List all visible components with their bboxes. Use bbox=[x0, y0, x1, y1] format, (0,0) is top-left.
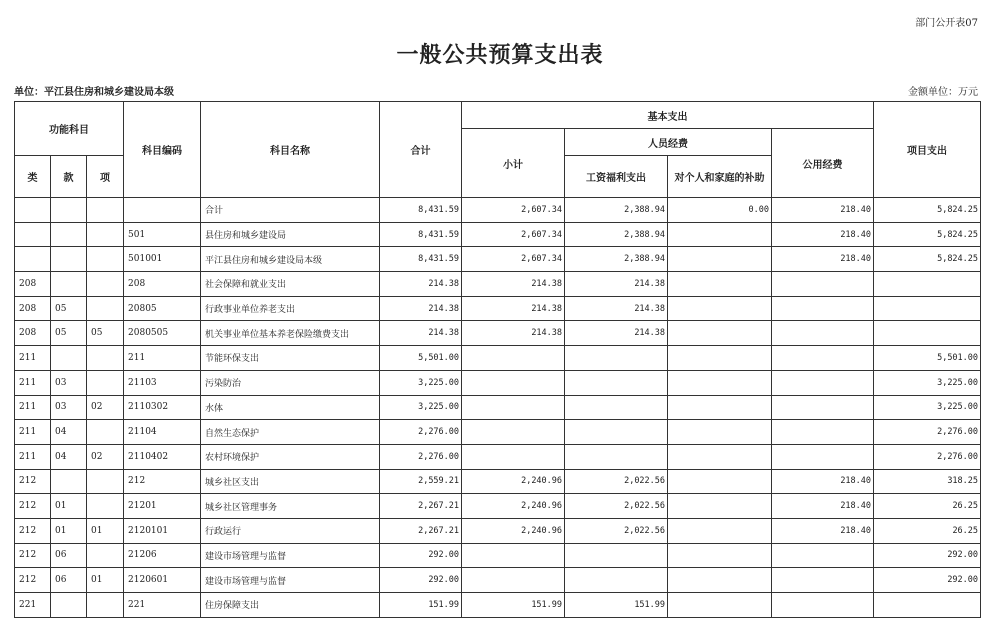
cell-code: 221 bbox=[124, 593, 201, 618]
cell-name: 水体 bbox=[201, 395, 380, 420]
cell-kuan: 05 bbox=[51, 296, 87, 321]
cell-kuan bbox=[51, 346, 87, 371]
cell-code: 501001 bbox=[124, 247, 201, 272]
cell-public: 218.40 bbox=[772, 247, 874, 272]
cell-subsidy bbox=[668, 395, 772, 420]
cell-project bbox=[874, 321, 981, 346]
cell-total: 2,559.21 bbox=[380, 469, 462, 494]
cell-project: 26.25 bbox=[874, 494, 981, 519]
cell-project: 292.00 bbox=[874, 543, 981, 568]
cell-wage bbox=[565, 370, 668, 395]
cell-wage bbox=[565, 543, 668, 568]
cell-xiang bbox=[87, 593, 124, 618]
cell-subtotal: 2,240.96 bbox=[462, 518, 565, 543]
cell-project: 5,824.25 bbox=[874, 247, 981, 272]
cell-name: 自然生态保护 bbox=[201, 420, 380, 445]
table-row bbox=[15, 518, 981, 543]
cell-xiang bbox=[87, 420, 124, 445]
cell-total: 214.38 bbox=[380, 321, 462, 346]
cell-kuan bbox=[51, 593, 87, 618]
cell-total: 8,431.59 bbox=[380, 222, 462, 247]
cell-wage: 2,022.56 bbox=[565, 518, 668, 543]
cell-xiang bbox=[87, 247, 124, 272]
cell-project: 2,276.00 bbox=[874, 444, 981, 469]
cell-total: 2,267.21 bbox=[380, 494, 462, 519]
cell-total: 3,225.00 bbox=[380, 395, 462, 420]
cell-name: 住房保障支出 bbox=[201, 593, 380, 618]
cell-xiang bbox=[87, 346, 124, 371]
cell-code: 208 bbox=[124, 272, 201, 297]
cell-xiang: 05 bbox=[87, 321, 124, 346]
cell-project: 5,501.00 bbox=[874, 346, 981, 371]
cell-class: 211 bbox=[15, 346, 51, 371]
cell-code: 21104 bbox=[124, 420, 201, 445]
cell-public bbox=[772, 543, 874, 568]
cell-xiang bbox=[87, 198, 124, 223]
cell-project: 2,276.00 bbox=[874, 420, 981, 445]
cell-subsidy bbox=[668, 543, 772, 568]
cell-total: 8,431.59 bbox=[380, 247, 462, 272]
cell-xiang bbox=[87, 296, 124, 321]
table-row bbox=[15, 593, 981, 618]
cell-name: 行政事业单位养老支出 bbox=[201, 296, 380, 321]
header-project: 项目支出 bbox=[874, 102, 981, 198]
cell-name: 节能环保支出 bbox=[201, 346, 380, 371]
cell-wage bbox=[565, 444, 668, 469]
cell-code: 21103 bbox=[124, 370, 201, 395]
cell-total: 5,501.00 bbox=[380, 346, 462, 371]
cell-project bbox=[874, 272, 981, 297]
cell-code: 2080505 bbox=[124, 321, 201, 346]
cell-name: 建设市场管理与监督 bbox=[201, 568, 380, 593]
cell-class: 211 bbox=[15, 444, 51, 469]
table-row bbox=[15, 272, 981, 297]
cell-subtotal: 2,607.34 bbox=[462, 198, 565, 223]
table-row bbox=[15, 222, 981, 247]
cell-project bbox=[874, 593, 981, 618]
table-row bbox=[15, 543, 981, 568]
cell-wage bbox=[565, 568, 668, 593]
cell-code: 212 bbox=[124, 469, 201, 494]
header-cls: 类 bbox=[15, 156, 51, 198]
header-subtotal: 小计 bbox=[462, 129, 565, 198]
cell-code: 20805 bbox=[124, 296, 201, 321]
cell-project: 5,824.25 bbox=[874, 222, 981, 247]
table-row bbox=[15, 296, 981, 321]
header-func: 功能科目 bbox=[15, 102, 124, 156]
cell-public bbox=[772, 395, 874, 420]
cell-total: 292.00 bbox=[380, 568, 462, 593]
cell-public bbox=[772, 593, 874, 618]
cell-class: 212 bbox=[15, 494, 51, 519]
header-name: 科目名称 bbox=[201, 102, 380, 198]
cell-kuan: 05 bbox=[51, 321, 87, 346]
cell-public: 218.40 bbox=[772, 198, 874, 223]
cell-xiang: 02 bbox=[87, 444, 124, 469]
table-row bbox=[15, 444, 981, 469]
cell-name: 农村环境保护 bbox=[201, 444, 380, 469]
cell-wage: 2,388.94 bbox=[565, 222, 668, 247]
table-row bbox=[15, 321, 981, 346]
cell-wage: 2,022.56 bbox=[565, 494, 668, 519]
header-wage: 工资福利支出 bbox=[565, 156, 668, 198]
cell-xiang: 01 bbox=[87, 518, 124, 543]
cell-code bbox=[124, 198, 201, 223]
cell-kuan: 03 bbox=[51, 395, 87, 420]
cell-total: 151.99 bbox=[380, 593, 462, 618]
cell-total: 2,276.00 bbox=[380, 420, 462, 445]
header-code: 科目编码 bbox=[124, 102, 201, 198]
cell-kuan bbox=[51, 469, 87, 494]
cell-kuan: 04 bbox=[51, 444, 87, 469]
cell-subsidy bbox=[668, 420, 772, 445]
cell-total: 292.00 bbox=[380, 543, 462, 568]
cell-class bbox=[15, 198, 51, 223]
cell-subtotal bbox=[462, 444, 565, 469]
cell-public bbox=[772, 272, 874, 297]
cell-code: 2110302 bbox=[124, 395, 201, 420]
cell-code: 2110402 bbox=[124, 444, 201, 469]
cell-public: 218.40 bbox=[772, 494, 874, 519]
cell-subsidy bbox=[668, 247, 772, 272]
cell-subtotal: 2,607.34 bbox=[462, 247, 565, 272]
cell-wage: 151.99 bbox=[565, 593, 668, 618]
cell-subtotal: 2,240.96 bbox=[462, 494, 565, 519]
cell-subsidy bbox=[668, 346, 772, 371]
cell-project bbox=[874, 296, 981, 321]
cell-subsidy bbox=[668, 444, 772, 469]
cell-wage: 214.38 bbox=[565, 272, 668, 297]
cell-public bbox=[772, 346, 874, 371]
cell-project: 3,225.00 bbox=[874, 370, 981, 395]
cell-subtotal bbox=[462, 543, 565, 568]
cell-wage: 2,388.94 bbox=[565, 247, 668, 272]
cell-name: 污染防治 bbox=[201, 370, 380, 395]
cell-project: 5,824.25 bbox=[874, 198, 981, 223]
cell-name: 合计 bbox=[201, 198, 380, 223]
cell-total: 8,431.59 bbox=[380, 198, 462, 223]
cell-name: 建设市场管理与监督 bbox=[201, 543, 380, 568]
cell-subtotal: 151.99 bbox=[462, 593, 565, 618]
cell-wage: 2,022.56 bbox=[565, 469, 668, 494]
cell-subtotal: 214.38 bbox=[462, 296, 565, 321]
table-row bbox=[15, 494, 981, 519]
cell-public bbox=[772, 370, 874, 395]
header-personnel: 人员经费 bbox=[565, 129, 772, 156]
cell-public bbox=[772, 444, 874, 469]
cell-subtotal bbox=[462, 370, 565, 395]
cell-subtotal bbox=[462, 395, 565, 420]
cell-public: 218.40 bbox=[772, 222, 874, 247]
cell-kuan: 04 bbox=[51, 420, 87, 445]
cell-subsidy bbox=[668, 518, 772, 543]
cell-public bbox=[772, 321, 874, 346]
cell-kuan: 03 bbox=[51, 370, 87, 395]
cell-subsidy bbox=[668, 494, 772, 519]
cell-xiang bbox=[87, 272, 124, 297]
table-row bbox=[15, 247, 981, 272]
cell-total: 214.38 bbox=[380, 296, 462, 321]
money-unit: 金额单位：万元 bbox=[908, 87, 978, 98]
cell-xiang bbox=[87, 543, 124, 568]
header-public: 公用经费 bbox=[772, 129, 874, 198]
cell-name: 城乡社区支出 bbox=[201, 469, 380, 494]
cell-code: 2120101 bbox=[124, 518, 201, 543]
table-row bbox=[15, 346, 981, 371]
header-basic: 基本支出 bbox=[462, 102, 874, 129]
budget-table bbox=[14, 101, 981, 618]
cell-total: 2,267.21 bbox=[380, 518, 462, 543]
cell-public: 218.40 bbox=[772, 518, 874, 543]
cell-wage bbox=[565, 420, 668, 445]
cell-name: 县住房和城乡建设局 bbox=[201, 222, 380, 247]
cell-wage bbox=[565, 395, 668, 420]
cell-project: 26.25 bbox=[874, 518, 981, 543]
page-title: 一般公共预算支出表 bbox=[396, 42, 604, 68]
cell-total: 3,225.00 bbox=[380, 370, 462, 395]
cell-kuan: 01 bbox=[51, 518, 87, 543]
cell-subsidy bbox=[668, 321, 772, 346]
cell-wage: 214.38 bbox=[565, 321, 668, 346]
cell-kuan bbox=[51, 247, 87, 272]
cell-public bbox=[772, 296, 874, 321]
cell-kuan: 06 bbox=[51, 568, 87, 593]
form-number: 部门公开表07 bbox=[915, 18, 978, 29]
cell-total: 214.38 bbox=[380, 272, 462, 297]
cell-subtotal: 214.38 bbox=[462, 321, 565, 346]
table-row bbox=[15, 198, 981, 223]
cell-code: 211 bbox=[124, 346, 201, 371]
cell-class: 211 bbox=[15, 395, 51, 420]
cell-code: 501 bbox=[124, 222, 201, 247]
cell-subsidy bbox=[668, 222, 772, 247]
cell-name: 机关事业单位基本养老保险缴费支出 bbox=[201, 321, 380, 346]
cell-wage bbox=[565, 346, 668, 371]
cell-class bbox=[15, 247, 51, 272]
cell-xiang bbox=[87, 222, 124, 247]
cell-wage: 2,388.94 bbox=[565, 198, 668, 223]
cell-subsidy: 0.00 bbox=[668, 198, 772, 223]
cell-subtotal: 2,607.34 bbox=[462, 222, 565, 247]
cell-class: 212 bbox=[15, 543, 51, 568]
table-row bbox=[15, 395, 981, 420]
cell-public bbox=[772, 420, 874, 445]
header-kuan: 款 bbox=[51, 156, 87, 198]
cell-subsidy bbox=[668, 272, 772, 297]
cell-xiang bbox=[87, 494, 124, 519]
cell-kuan bbox=[51, 272, 87, 297]
cell-public: 218.40 bbox=[772, 469, 874, 494]
cell-class: 212 bbox=[15, 518, 51, 543]
cell-class: 211 bbox=[15, 420, 51, 445]
cell-subsidy bbox=[668, 370, 772, 395]
cell-class: 208 bbox=[15, 272, 51, 297]
table-row bbox=[15, 370, 981, 395]
unit-label: 单位：平江县住房和城乡建设局本级 bbox=[14, 87, 174, 98]
cell-xiang: 01 bbox=[87, 568, 124, 593]
cell-class bbox=[15, 222, 51, 247]
cell-wage: 214.38 bbox=[565, 296, 668, 321]
cell-public bbox=[772, 568, 874, 593]
cell-kuan: 01 bbox=[51, 494, 87, 519]
cell-kuan bbox=[51, 222, 87, 247]
cell-class: 221 bbox=[15, 593, 51, 618]
cell-subsidy bbox=[668, 469, 772, 494]
cell-subtotal: 214.38 bbox=[462, 272, 565, 297]
cell-xiang bbox=[87, 469, 124, 494]
cell-subsidy bbox=[668, 296, 772, 321]
cell-code: 2120601 bbox=[124, 568, 201, 593]
cell-xiang bbox=[87, 370, 124, 395]
cell-project: 292.00 bbox=[874, 568, 981, 593]
cell-class: 211 bbox=[15, 370, 51, 395]
cell-class: 208 bbox=[15, 296, 51, 321]
cell-kuan: 06 bbox=[51, 543, 87, 568]
cell-class: 208 bbox=[15, 321, 51, 346]
table-row bbox=[15, 469, 981, 494]
header-subsidy: 对个人和家庭的补助 bbox=[668, 156, 772, 198]
cell-class: 212 bbox=[15, 568, 51, 593]
cell-code: 21206 bbox=[124, 543, 201, 568]
header-total: 合计 bbox=[380, 102, 462, 198]
cell-subtotal bbox=[462, 420, 565, 445]
cell-project: 3,225.00 bbox=[874, 395, 981, 420]
cell-name: 平江县住房和城乡建设局本级 bbox=[201, 247, 380, 272]
header-xiang: 项 bbox=[87, 156, 124, 198]
cell-project: 318.25 bbox=[874, 469, 981, 494]
cell-subtotal: 2,240.96 bbox=[462, 469, 565, 494]
cell-subsidy bbox=[668, 593, 772, 618]
cell-name: 行政运行 bbox=[201, 518, 380, 543]
cell-code: 21201 bbox=[124, 494, 201, 519]
cell-subsidy bbox=[668, 568, 772, 593]
cell-name: 城乡社区管理事务 bbox=[201, 494, 380, 519]
cell-total: 2,276.00 bbox=[380, 444, 462, 469]
cell-class: 212 bbox=[15, 469, 51, 494]
table-row bbox=[15, 568, 981, 593]
cell-subtotal bbox=[462, 346, 565, 371]
cell-subtotal bbox=[462, 568, 565, 593]
cell-name: 社会保障和就业支出 bbox=[201, 272, 380, 297]
cell-kuan bbox=[51, 198, 87, 223]
cell-xiang: 02 bbox=[87, 395, 124, 420]
table-row bbox=[15, 420, 981, 445]
